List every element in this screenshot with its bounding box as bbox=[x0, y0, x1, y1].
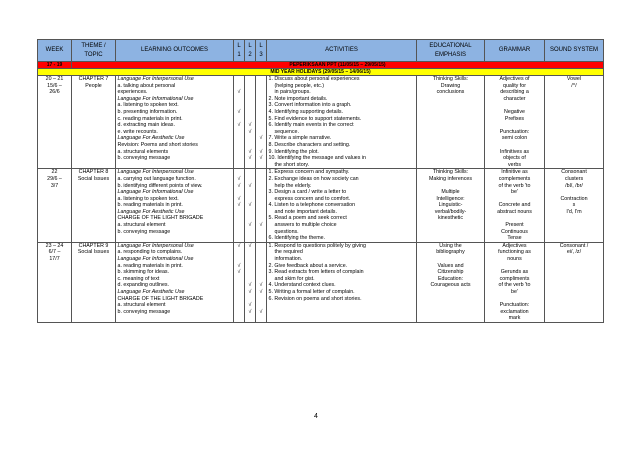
check-mark: √ bbox=[248, 122, 252, 129]
outcome-item: c. reading materials in print. bbox=[117, 115, 183, 122]
blank-mark bbox=[236, 276, 243, 283]
cell-line: Multiple bbox=[441, 189, 460, 196]
check-mark: √ bbox=[237, 195, 241, 202]
cell-line: Education: bbox=[437, 275, 464, 282]
level-l3-cell bbox=[256, 169, 267, 243]
activities-cell bbox=[267, 169, 417, 243]
check-mark: √ bbox=[259, 148, 263, 155]
outcome-heading: Language For Aesthetic Use bbox=[117, 208, 185, 215]
cell-line bbox=[487, 102, 543, 109]
outcome-item: a. reading materials in print. bbox=[117, 262, 183, 269]
topic-cell bbox=[72, 169, 116, 243]
check-mark: √ bbox=[248, 282, 252, 289]
outcome-item: CHARGE OF THE LIGHT BRIGADE bbox=[117, 215, 204, 222]
check-mark: √ bbox=[259, 308, 263, 315]
blank-mark bbox=[258, 202, 265, 209]
blank-mark bbox=[258, 209, 265, 216]
check-mark: √ bbox=[237, 122, 241, 129]
outcome-item: a. responding to complains. bbox=[117, 249, 183, 256]
outcome-heading: Language For Aesthetic Use bbox=[117, 289, 185, 295]
blank-mark bbox=[247, 109, 254, 116]
outcome-item: a. structural element bbox=[117, 302, 166, 309]
activity-line: 5. Find evidence to support statements. bbox=[268, 115, 362, 122]
cell-line: Consonant bbox=[561, 169, 587, 176]
cell-line: Tense bbox=[507, 235, 522, 242]
check-mark: √ bbox=[237, 202, 241, 209]
emphasis-cell bbox=[417, 76, 485, 169]
cell-line: Social Issues bbox=[77, 249, 110, 256]
grammar-cell bbox=[485, 169, 545, 243]
level-l3-cell bbox=[256, 76, 267, 169]
outcome-heading: Language For Aesthetic Use bbox=[117, 135, 185, 142]
cell-line: verbal/bodily- bbox=[434, 208, 467, 215]
activity-line: (helping people, etc.) bbox=[274, 82, 324, 89]
cell-line: Negative bbox=[504, 108, 525, 115]
blank-mark bbox=[236, 155, 243, 162]
header-topic: THEME / TOPIC bbox=[72, 40, 116, 62]
outcome-heading: Language For Interpersonal Use bbox=[117, 242, 194, 249]
cell-line: objects of bbox=[503, 155, 526, 162]
cell-line: semi colon bbox=[501, 135, 528, 142]
header-activities: ACTIVITIES bbox=[267, 40, 417, 62]
activity-line: 2. Give feedback about a service. bbox=[268, 262, 348, 269]
blank-mark bbox=[258, 183, 265, 190]
check-mark: √ bbox=[248, 148, 252, 155]
outcome-item: b. identifying different points of view. bbox=[117, 182, 203, 189]
cell-line: exclamation bbox=[500, 308, 529, 315]
activities-cell bbox=[267, 76, 417, 169]
page-number: 4 bbox=[314, 413, 318, 420]
blank-mark bbox=[236, 142, 243, 149]
cell-line: complements bbox=[498, 175, 531, 182]
check-mark: √ bbox=[248, 155, 252, 162]
cell-line: CHAPTER 7 bbox=[78, 76, 109, 82]
blank-mark bbox=[247, 135, 254, 142]
blank-mark bbox=[258, 269, 265, 276]
activity-line: the short story. bbox=[274, 161, 310, 168]
outcome-item: a. structural elements bbox=[117, 148, 169, 155]
cell-line: quality for bbox=[503, 82, 526, 89]
holiday-band-row bbox=[38, 69, 604, 76]
outcomes-cell bbox=[116, 76, 234, 169]
cell-line bbox=[487, 296, 543, 303]
outcome-item: b. skimming for ideas. bbox=[117, 269, 170, 276]
level-l2-cell bbox=[245, 242, 256, 322]
check-mark: √ bbox=[248, 242, 252, 249]
emphasis-cell bbox=[417, 242, 485, 322]
week-cell bbox=[38, 242, 72, 322]
blank-mark bbox=[258, 196, 265, 203]
cell-line: Social Issues bbox=[77, 175, 110, 182]
outcome-item: a. carrying out language function. bbox=[117, 175, 196, 182]
header-l1: L 1 bbox=[234, 40, 245, 62]
sound-cell bbox=[545, 169, 604, 243]
check-mark: √ bbox=[248, 302, 252, 309]
cell-line: 15/6 – bbox=[47, 82, 62, 89]
header-l3: L 3 bbox=[256, 40, 267, 62]
cell-line: Prefixes bbox=[504, 115, 525, 122]
cell-line: 3/7 bbox=[50, 182, 59, 189]
header-outcomes: LEARNING OUTCOMES bbox=[116, 40, 234, 62]
check-mark: √ bbox=[259, 222, 263, 229]
cell-line: Vowel bbox=[566, 76, 582, 82]
activity-line: 1. Respond to questions politely by giving bbox=[268, 242, 366, 249]
week-cell bbox=[38, 76, 72, 169]
activity-line: in pairs/groups. bbox=[274, 89, 311, 96]
activity-line: and note important details. bbox=[274, 208, 337, 215]
cell-line: 6/7 – bbox=[48, 249, 61, 256]
blank-mark bbox=[236, 135, 243, 142]
cell-line: of the verb 'to bbox=[498, 182, 531, 189]
activity-line: answers to multiple choice bbox=[274, 222, 337, 229]
week-row bbox=[38, 76, 604, 169]
outcomes-cell bbox=[116, 169, 234, 243]
header-l2: L 2 bbox=[245, 40, 256, 62]
cell-line: clusters bbox=[564, 175, 584, 182]
cell-line: Present bbox=[505, 222, 524, 229]
exam-week: 17 - 19 bbox=[38, 62, 72, 69]
activity-line: 10. Identifying the message and values in bbox=[268, 155, 366, 162]
cell-line bbox=[547, 189, 602, 196]
blank-mark bbox=[236, 256, 243, 263]
blank-mark bbox=[236, 289, 243, 296]
cell-line: mark bbox=[508, 315, 521, 322]
cell-line bbox=[487, 215, 543, 222]
activity-line: 7. Write a simple narrative. bbox=[268, 135, 332, 142]
cell-line: CHAPTER 9 bbox=[78, 242, 109, 249]
cell-line: be' bbox=[511, 189, 518, 196]
blank-mark bbox=[258, 89, 265, 96]
cell-line: People bbox=[85, 82, 102, 89]
cell-line: 23 – 24 bbox=[45, 242, 64, 249]
cell-line: Linguistic- bbox=[438, 202, 463, 209]
blank-mark bbox=[236, 296, 243, 303]
cell-line: of the verb 'to bbox=[498, 282, 531, 289]
activity-line: 5. Writing a formal letter of complain. bbox=[268, 289, 355, 295]
blank-mark bbox=[236, 302, 243, 309]
cell-line: Gerunds as bbox=[500, 269, 529, 276]
check-mark: √ bbox=[248, 182, 252, 189]
activity-line: 8. Describe characters and setting. bbox=[268, 141, 351, 148]
blank-mark bbox=[236, 249, 243, 256]
activity-line: 4. Understand context clues. bbox=[268, 282, 336, 289]
activity-line: information. bbox=[274, 256, 303, 263]
outcome-heading: Language For Interpersonal Use bbox=[117, 76, 194, 82]
activity-line: express concern and to comfort. bbox=[274, 195, 351, 202]
outcome-item: d. extracting main ideas. bbox=[117, 122, 175, 129]
activity-line: 6. Revision on poems and short stories. bbox=[268, 295, 362, 302]
check-mark: √ bbox=[237, 89, 241, 96]
activity-line: help the elderly. bbox=[274, 182, 312, 189]
blank-mark bbox=[258, 122, 265, 129]
level-l3-cell bbox=[256, 242, 267, 322]
cell-line: 22 bbox=[51, 169, 58, 176]
blank-mark bbox=[247, 249, 254, 256]
activity-line: 9. Identifying the plot. bbox=[268, 148, 319, 155]
blank-mark bbox=[258, 189, 265, 196]
outcome-item: a. listening to spoken text. bbox=[117, 102, 179, 109]
blank-mark bbox=[236, 189, 243, 196]
check-mark: √ bbox=[237, 262, 241, 269]
cell-line: 20 – 21 bbox=[45, 76, 64, 82]
outcomes-cell bbox=[116, 242, 234, 322]
blank-mark bbox=[247, 209, 254, 216]
cell-line: Citizenship bbox=[437, 269, 464, 276]
outcome-heading: Language For Interpersonal Use bbox=[117, 169, 194, 176]
outcome-item: b. conveying message bbox=[117, 228, 171, 235]
emphasis-cell bbox=[417, 169, 485, 243]
activity-line: 4. Listen to a telephone conversation bbox=[268, 202, 356, 209]
activity-line: 6. Identify main events in the correct bbox=[268, 122, 354, 129]
outcome-item: b. conveying message bbox=[117, 155, 171, 162]
cell-line: s bbox=[572, 202, 576, 209]
outcome-item: Revision: Poems and short stories bbox=[117, 141, 198, 148]
week-row bbox=[38, 242, 604, 322]
level-l2-cell bbox=[245, 76, 256, 169]
blank-mark bbox=[258, 169, 265, 176]
cell-line: 17/7 bbox=[49, 256, 60, 263]
cell-line bbox=[487, 196, 543, 203]
blank-mark bbox=[247, 89, 254, 96]
blank-mark bbox=[258, 229, 265, 236]
activity-line: 1. Express concern and sympathy. bbox=[268, 169, 350, 176]
blank-mark bbox=[258, 249, 265, 256]
activity-line: questions. bbox=[274, 228, 299, 235]
level-l2-cell bbox=[245, 169, 256, 243]
cell-line bbox=[487, 263, 543, 270]
cell-line: Intelligence: bbox=[436, 195, 465, 202]
cell-line: Drawing bbox=[440, 82, 461, 89]
holiday-text: MID YEAR HOLIDAYS (29/05/15 – 14/06/15) bbox=[38, 69, 604, 76]
header-grammar: GRAMMAR bbox=[485, 40, 545, 62]
outcome-heading: Language For Informational Use bbox=[117, 95, 194, 102]
activity-line: 4. Identifying supporting details. bbox=[268, 108, 343, 115]
blank-mark bbox=[236, 149, 243, 156]
check-mark: √ bbox=[237, 269, 241, 276]
check-mark: √ bbox=[259, 289, 263, 295]
activity-line: 1. Discuss about personal experiences bbox=[268, 76, 360, 82]
cell-line: Adjectives bbox=[502, 242, 527, 249]
cell-line: compliments bbox=[499, 275, 530, 282]
blank-mark bbox=[258, 302, 265, 309]
outcome-item: b. presenting information. bbox=[117, 108, 178, 115]
cell-line: conclusions bbox=[436, 89, 465, 96]
cell-line bbox=[419, 183, 483, 190]
blank-mark bbox=[236, 169, 243, 176]
cell-line: kinesthetic bbox=[437, 215, 464, 222]
cell-line: Infinitives as bbox=[499, 148, 530, 155]
blank-mark bbox=[236, 282, 243, 289]
blank-mark bbox=[236, 209, 243, 216]
blank-mark bbox=[258, 243, 265, 250]
blank-mark bbox=[247, 263, 254, 270]
check-mark: √ bbox=[237, 242, 241, 249]
week-cell bbox=[38, 169, 72, 243]
blank-mark bbox=[236, 222, 243, 229]
header-sound: SOUND SYSTEM bbox=[545, 40, 604, 62]
check-mark: √ bbox=[248, 128, 252, 135]
outcome-heading: Language For Informational Use bbox=[117, 256, 194, 263]
blank-mark bbox=[236, 102, 243, 109]
blank-mark bbox=[247, 102, 254, 109]
cell-line: functioning as bbox=[498, 249, 531, 256]
exam-text: PEPERIKSAAN PPT (11/05/15 – 29/05/15) bbox=[72, 62, 604, 69]
activity-line: 2. Note important details. bbox=[268, 95, 328, 102]
grammar-cell bbox=[485, 242, 545, 322]
scheme-of-work-table bbox=[37, 39, 604, 323]
activity-line: 2. Exchange ideas on how society can bbox=[268, 175, 359, 182]
outcome-item: b. reading materials in print. bbox=[117, 202, 183, 209]
cell-line: Values and bbox=[437, 262, 464, 269]
level-l1-cell bbox=[234, 169, 245, 243]
cell-line bbox=[487, 142, 543, 149]
blank-mark bbox=[258, 102, 265, 109]
cell-line: Thinking Skills: bbox=[432, 169, 469, 176]
cell-line: Thinking Skills: bbox=[432, 76, 469, 82]
blank-mark bbox=[258, 116, 265, 123]
blank-mark bbox=[258, 296, 265, 303]
activity-line: 3. Convert information into a graph. bbox=[268, 102, 352, 109]
grammar-cell bbox=[485, 76, 545, 169]
outcome-item: c. meaning of text bbox=[117, 275, 160, 282]
cell-line: /^/ bbox=[571, 82, 577, 89]
blank-mark bbox=[258, 109, 265, 116]
activity-line: 5. Read a poem and seek correct bbox=[268, 215, 347, 222]
check-mark: √ bbox=[248, 222, 252, 229]
level-l1-cell bbox=[234, 76, 245, 169]
week-row bbox=[38, 169, 604, 243]
activity-line: 3. Design a card / write a letter to bbox=[268, 189, 347, 196]
blank-mark bbox=[236, 96, 243, 103]
cell-line: Contraction bbox=[560, 195, 588, 202]
blank-mark bbox=[258, 83, 265, 90]
blank-mark bbox=[258, 96, 265, 103]
sound-cell bbox=[545, 242, 604, 322]
check-mark: √ bbox=[248, 289, 252, 295]
blank-mark bbox=[247, 76, 254, 83]
outcome-item: CHARGE OF THE LIGHT BRIGADE bbox=[117, 295, 204, 302]
cell-line bbox=[487, 122, 543, 129]
activity-line: 6. Identifying the theme. bbox=[268, 235, 326, 242]
topic-cell bbox=[72, 76, 116, 169]
blank-mark bbox=[247, 96, 254, 103]
blank-mark bbox=[247, 142, 254, 149]
blank-mark bbox=[247, 229, 254, 236]
blank-mark bbox=[236, 309, 243, 316]
activity-line: sequence. bbox=[274, 128, 299, 135]
cell-line: be' bbox=[511, 289, 518, 295]
header-week: WEEK bbox=[38, 40, 72, 62]
blank-mark bbox=[247, 256, 254, 263]
blank-mark bbox=[247, 176, 254, 183]
blank-mark bbox=[247, 189, 254, 196]
cell-line: describing a bbox=[500, 89, 529, 96]
exam-band-row bbox=[38, 62, 604, 69]
cell-line: Infinitive as bbox=[501, 169, 528, 176]
activity-line: the required bbox=[274, 249, 303, 256]
cell-line bbox=[419, 256, 483, 263]
cell-line: 26/6 bbox=[49, 89, 60, 96]
activities-cell bbox=[267, 242, 417, 322]
check-mark: √ bbox=[259, 135, 263, 142]
blank-mark bbox=[258, 176, 265, 183]
outcome-item: e. write recounts. bbox=[117, 128, 158, 135]
outcome-item: experiences. bbox=[117, 89, 148, 96]
blank-mark bbox=[236, 229, 243, 236]
activity-line: and skim for gist. bbox=[274, 275, 315, 282]
check-mark: √ bbox=[248, 308, 252, 315]
check-mark: √ bbox=[248, 202, 252, 209]
cell-line: ei/, /z/ bbox=[566, 249, 582, 256]
outcome-heading: Language For Informational Use bbox=[117, 189, 194, 196]
check-mark: √ bbox=[259, 282, 263, 289]
cell-line: 29/6 – bbox=[47, 175, 62, 182]
blank-mark bbox=[247, 169, 254, 176]
cell-line: Adjectives of bbox=[499, 76, 530, 82]
cell-line: character bbox=[503, 95, 526, 102]
topic-cell bbox=[72, 242, 116, 322]
cell-line: CHAPTER 8 bbox=[78, 169, 109, 176]
cell-line: Punctuation: bbox=[499, 128, 530, 135]
cell-line: Making inferences bbox=[429, 175, 472, 182]
cell-line: /bl/, /br/ bbox=[565, 182, 583, 189]
outcome-item: a. structural element bbox=[117, 222, 166, 229]
cell-line: I'd, I'm bbox=[566, 208, 582, 215]
outcome-item: b. conveying message bbox=[117, 308, 171, 315]
cell-line: bibliography bbox=[436, 249, 465, 256]
cell-line: Punctuation: bbox=[499, 302, 530, 309]
blank-mark bbox=[247, 83, 254, 90]
blank-mark bbox=[258, 76, 265, 83]
blank-mark bbox=[258, 263, 265, 270]
check-mark: √ bbox=[237, 175, 241, 182]
blank-mark bbox=[258, 142, 265, 149]
outcome-item: a. talking about personal bbox=[117, 82, 176, 89]
blank-mark bbox=[258, 256, 265, 263]
check-mark: √ bbox=[259, 155, 263, 162]
cell-line: Courageous acts bbox=[430, 282, 471, 289]
cell-line: abstract nouns bbox=[497, 208, 532, 215]
blank-mark bbox=[236, 129, 243, 136]
check-mark: √ bbox=[237, 108, 241, 115]
outcome-item: a. listening to spoken text. bbox=[117, 195, 179, 202]
blank-mark bbox=[236, 76, 243, 83]
header-row bbox=[38, 40, 604, 62]
outcome-item: d. expanding outlines. bbox=[117, 282, 170, 289]
level-l1-cell bbox=[234, 242, 245, 322]
cell-line: nouns bbox=[507, 256, 522, 263]
cell-line: Consonant / bbox=[559, 242, 589, 249]
sound-cell bbox=[545, 76, 604, 169]
cell-line: Concrete and bbox=[498, 202, 531, 209]
cell-line: Using the bbox=[439, 242, 462, 249]
check-mark: √ bbox=[237, 182, 241, 189]
cell-line: Continuous bbox=[501, 228, 528, 235]
blank-mark bbox=[236, 215, 243, 222]
cell-line: verbs bbox=[508, 161, 521, 168]
activity-line: 3. Read extracts from letters of complain bbox=[268, 269, 364, 276]
header-emphasis: EDUCATIONAL EMPHASIS bbox=[417, 40, 485, 62]
blank-mark bbox=[247, 269, 254, 276]
